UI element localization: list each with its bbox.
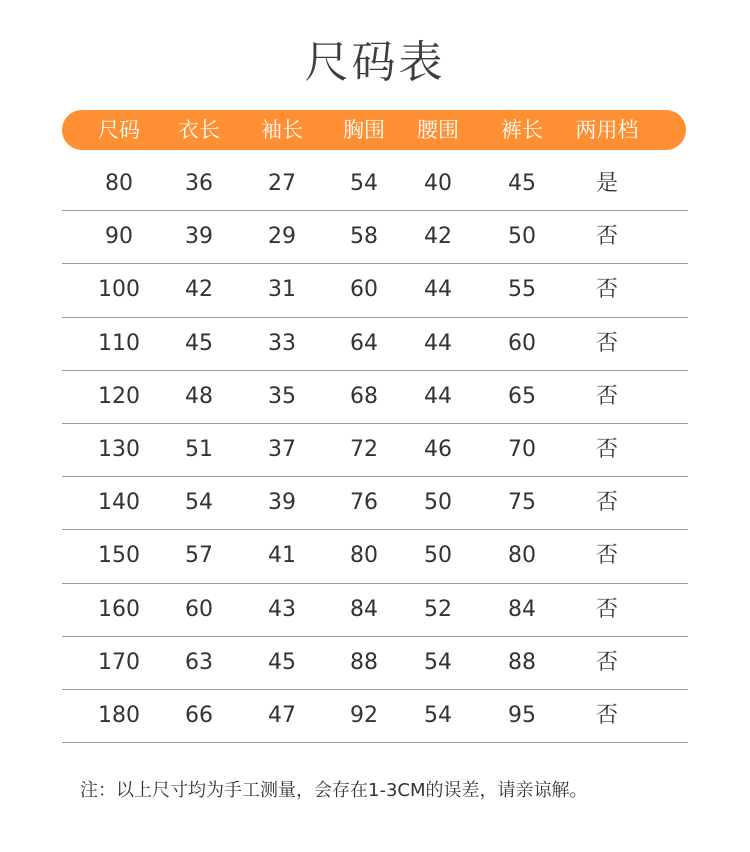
cell-dual-use-crotch: 否 <box>595 649 619 675</box>
cell-pants-length: 70 <box>508 436 536 462</box>
cell-sleeve-length: 43 <box>268 596 296 622</box>
table-row <box>62 530 688 583</box>
cell-waist: 52 <box>424 596 452 622</box>
cell-waist: 42 <box>424 224 452 250</box>
cell-size: 140 <box>98 490 140 516</box>
cell-top-length: 60 <box>185 596 213 622</box>
cell-top-length: 51 <box>185 436 213 462</box>
cell-top-length: 45 <box>185 330 213 356</box>
cell-dual-use-crotch: 是 <box>595 171 619 196</box>
cell-waist: 50 <box>424 543 452 569</box>
cell-size: 110 <box>98 330 140 356</box>
cell-chest: 92 <box>350 702 378 728</box>
header-top-length: 衣长 <box>178 118 220 142</box>
cell-waist: 54 <box>424 649 452 675</box>
cell-chest: 84 <box>350 596 378 622</box>
cell-chest: 54 <box>350 171 378 196</box>
table-row <box>62 371 688 424</box>
cell-size: 90 <box>105 224 133 250</box>
cell-size: 160 <box>98 596 140 622</box>
table-row <box>62 158 688 211</box>
cell-dual-use-crotch: 否 <box>595 596 619 622</box>
table-row <box>62 211 688 264</box>
measurement-note: 注：以上尺寸均为手工测量，会存在1-3CM的误差，请亲谅解。 <box>80 780 588 801</box>
cell-waist: 50 <box>424 490 452 516</box>
cell-top-length: 39 <box>185 224 213 250</box>
cell-size: 100 <box>98 277 140 303</box>
cell-pants-length: 65 <box>508 383 536 409</box>
header-waist: 腰围 <box>417 118 459 142</box>
cell-pants-length: 95 <box>508 702 536 728</box>
cell-waist: 44 <box>424 330 452 356</box>
cell-chest: 58 <box>350 224 378 250</box>
table-row <box>62 584 688 637</box>
table-row <box>62 318 688 371</box>
cell-sleeve-length: 47 <box>268 702 296 728</box>
cell-chest: 60 <box>350 277 378 303</box>
cell-dual-use-crotch: 否 <box>595 702 619 728</box>
cell-top-length: 48 <box>185 383 213 409</box>
cell-top-length: 54 <box>185 490 213 516</box>
cell-top-length: 57 <box>185 543 213 569</box>
cell-pants-length: 80 <box>508 543 536 569</box>
cell-waist: 54 <box>424 702 452 728</box>
table-row <box>62 690 688 743</box>
cell-pants-length: 84 <box>508 596 536 622</box>
cell-pants-length: 60 <box>508 330 536 356</box>
cell-dual-use-crotch: 否 <box>595 490 619 516</box>
table-row <box>62 637 688 690</box>
cell-waist: 44 <box>424 277 452 303</box>
cell-pants-length: 88 <box>508 649 536 675</box>
header-size: 尺码 <box>98 118 140 142</box>
cell-size: 130 <box>98 436 140 462</box>
cell-sleeve-length: 27 <box>268 171 296 196</box>
cell-top-length: 66 <box>185 702 213 728</box>
header-pants-length: 裤长 <box>501 118 543 142</box>
cell-top-length: 42 <box>185 277 213 303</box>
header-sleeve-length: 袖长 <box>261 118 303 142</box>
cell-top-length: 36 <box>185 171 213 196</box>
cell-waist: 44 <box>424 383 452 409</box>
cell-sleeve-length: 37 <box>268 436 296 462</box>
cell-pants-length: 50 <box>508 224 536 250</box>
table-header <box>62 110 686 150</box>
cell-dual-use-crotch: 否 <box>595 277 619 303</box>
cell-dual-use-crotch: 否 <box>595 383 619 409</box>
cell-chest: 88 <box>350 649 378 675</box>
cell-chest: 64 <box>350 330 378 356</box>
cell-pants-length: 75 <box>508 490 536 516</box>
cell-sleeve-length: 39 <box>268 490 296 516</box>
cell-dual-use-crotch: 否 <box>595 543 619 569</box>
size-table <box>62 158 688 743</box>
table-row <box>62 424 688 477</box>
cell-waist: 46 <box>424 436 452 462</box>
cell-sleeve-length: 31 <box>268 277 296 303</box>
cell-sleeve-length: 35 <box>268 383 296 409</box>
cell-sleeve-length: 41 <box>268 543 296 569</box>
table-row <box>62 264 688 317</box>
cell-size: 120 <box>98 383 140 409</box>
cell-dual-use-crotch: 否 <box>595 330 619 356</box>
cell-sleeve-length: 33 <box>268 330 296 356</box>
cell-pants-length: 45 <box>508 171 536 196</box>
cell-size: 80 <box>105 171 133 196</box>
cell-chest: 80 <box>350 543 378 569</box>
cell-dual-use-crotch: 否 <box>595 436 619 462</box>
cell-size: 180 <box>98 702 140 728</box>
header-dual-use-crotch: 两用档 <box>575 118 639 142</box>
cell-waist: 40 <box>424 171 452 196</box>
header-chest: 胸围 <box>343 118 385 142</box>
cell-dual-use-crotch: 否 <box>595 224 619 250</box>
cell-chest: 72 <box>350 436 378 462</box>
cell-size: 150 <box>98 543 140 569</box>
cell-sleeve-length: 29 <box>268 224 296 250</box>
cell-chest: 76 <box>350 490 378 516</box>
cell-chest: 68 <box>350 383 378 409</box>
table-row <box>62 477 688 530</box>
page-title: 尺码表 <box>304 37 446 88</box>
cell-top-length: 63 <box>185 649 213 675</box>
cell-size: 170 <box>98 649 140 675</box>
cell-pants-length: 55 <box>508 277 536 303</box>
cell-sleeve-length: 45 <box>268 649 296 675</box>
